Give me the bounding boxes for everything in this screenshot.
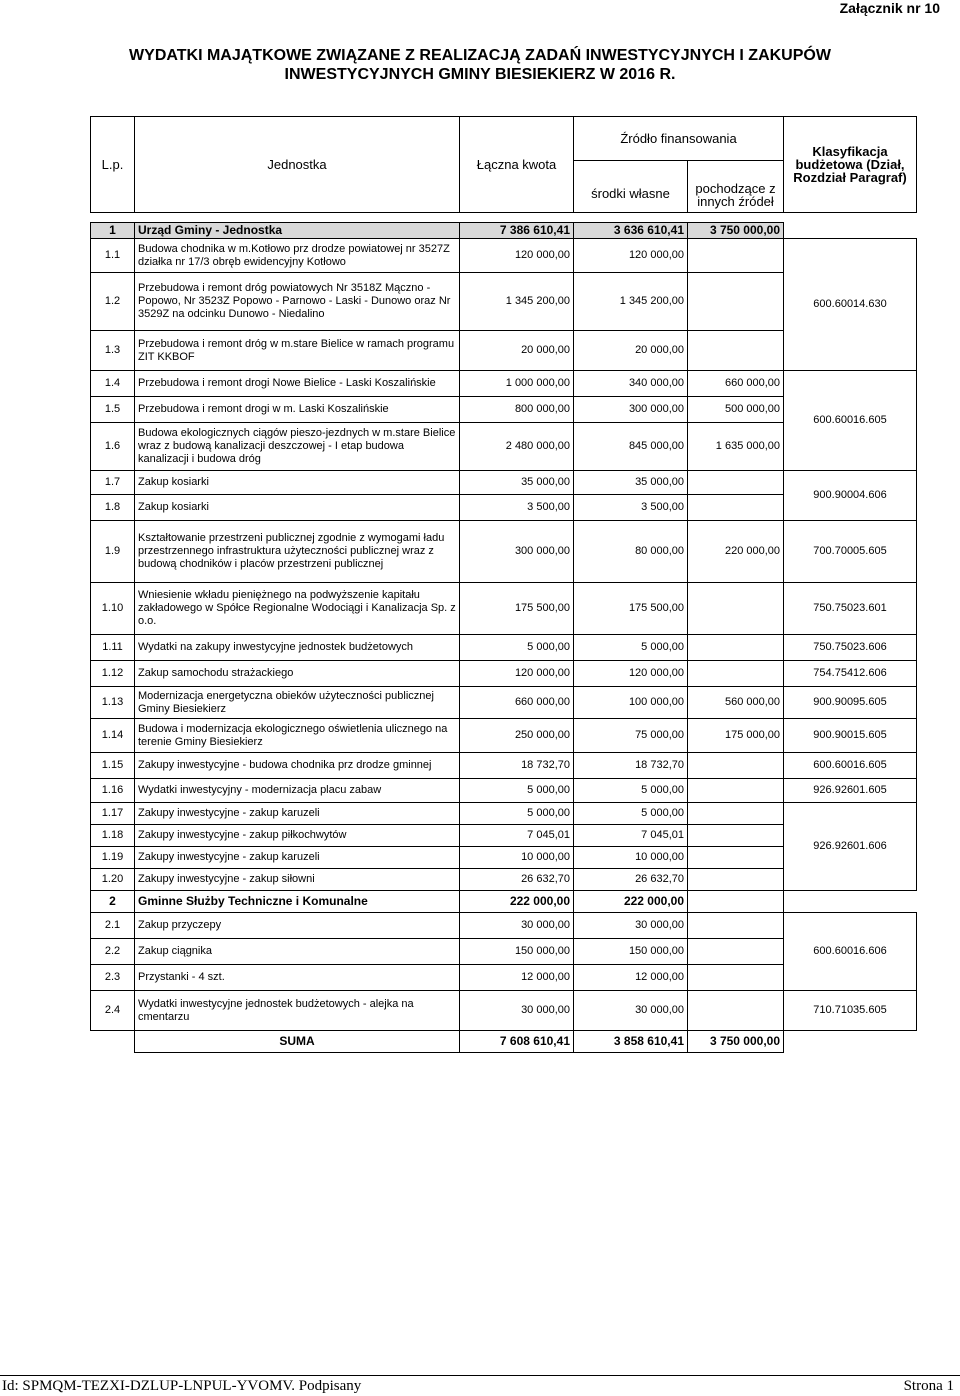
row-own: 3 500,00 xyxy=(574,495,688,521)
row-other xyxy=(688,891,784,913)
row-total: 150 000,00 xyxy=(460,939,574,965)
row-name: Gminne Służby Techniczne i Komunalne xyxy=(135,891,460,913)
row-own: 120 000,00 xyxy=(574,661,688,687)
row-other xyxy=(688,583,784,635)
row-lp: 1.19 xyxy=(91,847,135,869)
row-name: Zakup ciągnika xyxy=(135,939,460,965)
row-own: 120 000,00 xyxy=(574,239,688,273)
row-other xyxy=(688,803,784,825)
row-name: Wydatki inwestycyjne jednostek budżetowych - alejka na cmentarzu xyxy=(135,991,460,1031)
row-other: 3 750 000,00 xyxy=(688,223,784,239)
row-own: 5 000,00 xyxy=(574,635,688,661)
row-other xyxy=(688,239,784,273)
document-title xyxy=(0,46,960,84)
row-other xyxy=(688,635,784,661)
row-lp: 1.1 xyxy=(91,239,135,273)
row-total: 20 000,00 xyxy=(460,331,574,371)
table-row xyxy=(91,661,917,687)
row-name: Wniesienie wkładu pieniężnego na podwyższenie kapitału zakładowego w Spółce Regionalne Wodociągi i Kanalizacja Sp. z o.o. xyxy=(135,583,460,635)
row-lp: 2.4 xyxy=(91,991,135,1031)
row-classification: 600.60016.605 xyxy=(784,753,917,779)
row-name: Budowa i modernizacja ekologicznego oświetlenia ulicznego na terenie Gminy Biesiekierz xyxy=(135,719,460,753)
row-name: Zakup samochodu strażackiego xyxy=(135,661,460,687)
row-own: 1 345 200,00 xyxy=(574,273,688,331)
row-total: 120 000,00 xyxy=(460,661,574,687)
row-name: Zakupy inwestycyjne - zakup karuzeli xyxy=(135,803,460,825)
expenditure-table xyxy=(90,116,917,1053)
row-other xyxy=(688,471,784,495)
row-own: 10 000,00 xyxy=(574,847,688,869)
row-name: Modernizacja energetyczna obieków użyteczności publicznej Gminy Biesiekierz xyxy=(135,687,460,719)
row-total: 5 000,00 xyxy=(460,635,574,661)
row-other: 175 000,00 xyxy=(688,719,784,753)
row-lp: 1.10 xyxy=(91,583,135,635)
row-name: Zakupy inwestycyjne - zakup piłkochwytów xyxy=(135,825,460,847)
header-total: Łączna kwota xyxy=(460,117,574,213)
row-own: 7 045,01 xyxy=(574,825,688,847)
sum-label: SUMA xyxy=(135,1031,460,1053)
table-row xyxy=(91,471,917,495)
row-total: 222 000,00 xyxy=(460,891,574,913)
title-line-1: WYDATKI MAJĄTKOWE ZWIĄZANE Z REALIZACJĄ ZADAŃ INWESTYCYJNYCH I ZAKUPÓW xyxy=(129,47,831,64)
page-number: Strona 1 xyxy=(903,1378,954,1394)
sum-total: 7 608 610,41 xyxy=(460,1031,574,1053)
header-classification: Klasyfikacja budżetowa (Dział, Rozdział Paragraf) xyxy=(784,117,917,213)
row-other xyxy=(688,869,784,891)
row-other xyxy=(688,331,784,371)
row-lp: 2.2 xyxy=(91,939,135,965)
row-lp: 2.1 xyxy=(91,913,135,939)
row-name: Przebudowa i remont dróg powiatowych Nr 3518Z Mączno - Popowo, Nr 3523Z Popowo - Parnowo - Laski - Dunowo oraz Nr 3529Z na odcinku Dunowo - Niedalino xyxy=(135,273,460,331)
page-footer xyxy=(0,1375,960,1394)
row-own: 845 000,00 xyxy=(574,423,688,471)
row-own: 26 632,70 xyxy=(574,869,688,891)
table-row xyxy=(91,779,917,803)
row-other: 560 000,00 xyxy=(688,687,784,719)
table-row xyxy=(91,223,917,239)
row-total: 1 345 200,00 xyxy=(460,273,574,331)
row-name: Budowa chodnika w m.Kotłowo prz drodze powiatowej nr 3527Z działka nr 17/3 obręb ewidencyjny Kotłowo xyxy=(135,239,460,273)
row-total: 660 000,00 xyxy=(460,687,574,719)
row-name: Przebudowa i remont drogi Nowe Bielice - Laski Koszalińskie xyxy=(135,371,460,397)
row-classification: 754.75412.606 xyxy=(784,661,917,687)
row-name: Kształtowanie przestrzeni publicznej zgodnie z wymogami ładu przestrzennego infrastruktura użyteczności publicznej wraz z budową chodników i placów przestrzeni publicznej xyxy=(135,521,460,583)
row-total: 30 000,00 xyxy=(460,991,574,1031)
row-lp: 1.12 xyxy=(91,661,135,687)
row-own: 100 000,00 xyxy=(574,687,688,719)
row-own: 222 000,00 xyxy=(574,891,688,913)
row-own: 3 636 610,41 xyxy=(574,223,688,239)
table-row xyxy=(91,803,917,825)
row-other xyxy=(688,991,784,1031)
row-other: 1 635 000,00 xyxy=(688,423,784,471)
row-classification: 700.70005.605 xyxy=(784,521,917,583)
row-lp: 1.9 xyxy=(91,521,135,583)
row-other: 220 000,00 xyxy=(688,521,784,583)
row-own: 20 000,00 xyxy=(574,331,688,371)
table-row xyxy=(91,521,917,583)
row-lp: 1.3 xyxy=(91,331,135,371)
row-lp: 1.2 xyxy=(91,273,135,331)
row-own: 18 732,70 xyxy=(574,753,688,779)
row-other xyxy=(688,965,784,991)
row-lp: 1.4 xyxy=(91,371,135,397)
row-name: Urząd Gminy - Jednostka xyxy=(135,223,460,239)
table-row xyxy=(91,239,917,273)
row-lp: 1.20 xyxy=(91,869,135,891)
header-own: środki własne xyxy=(574,161,688,213)
header-source: Źródło finansowania xyxy=(574,117,784,161)
row-other: 500 000,00 xyxy=(688,397,784,423)
row-other xyxy=(688,273,784,331)
row-other xyxy=(688,913,784,939)
row-total: 300 000,00 xyxy=(460,521,574,583)
row-lp: 1.13 xyxy=(91,687,135,719)
row-lp: 2 xyxy=(91,891,135,913)
row-lp: 1.5 xyxy=(91,397,135,423)
header-unit: Jednostka xyxy=(135,117,460,213)
row-other xyxy=(688,495,784,521)
row-lp: 1.7 xyxy=(91,471,135,495)
row-name: Wydatki inwestycyjny - modernizacja placu zabaw xyxy=(135,779,460,803)
row-total: 26 632,70 xyxy=(460,869,574,891)
row-total: 30 000,00 xyxy=(460,913,574,939)
row-name: Zakup przyczepy xyxy=(135,913,460,939)
row-name: Zakup kosiarki xyxy=(135,495,460,521)
row-name: Wydatki na zakupy inwestycyjne jednostek budżetowych xyxy=(135,635,460,661)
table-row xyxy=(91,719,917,753)
row-lp: 1 xyxy=(91,223,135,239)
row-own: 300 000,00 xyxy=(574,397,688,423)
row-lp: 1.17 xyxy=(91,803,135,825)
row-total: 5 000,00 xyxy=(460,779,574,803)
row-own: 150 000,00 xyxy=(574,939,688,965)
row-own: 35 000,00 xyxy=(574,471,688,495)
row-name: Przebudowa i remont dróg w m.stare Bielice w ramach programu ZIT KKBOF xyxy=(135,331,460,371)
row-classification: 600.60016.606 xyxy=(784,913,917,991)
table-row xyxy=(91,635,917,661)
row-lp: 1.14 xyxy=(91,719,135,753)
row-lp: 2.3 xyxy=(91,965,135,991)
title-line-2: INWESTYCYJNYCH GMINY BIESIEKIERZ W 2016 R. xyxy=(284,66,676,83)
row-other: 660 000,00 xyxy=(688,371,784,397)
row-own: 30 000,00 xyxy=(574,991,688,1031)
row-total: 250 000,00 xyxy=(460,719,574,753)
row-total: 12 000,00 xyxy=(460,965,574,991)
table-row xyxy=(91,913,917,939)
row-classification: 900.90004.606 xyxy=(784,471,917,521)
row-name: Budowa ekologicznych ciągów pieszo-jezdnych w m.stare Bielice wraz z budową kanalizacji deszczowej - I etap budowa kanalizacji i budowa dróg xyxy=(135,423,460,471)
row-own: 175 500,00 xyxy=(574,583,688,635)
row-lp: 1.8 xyxy=(91,495,135,521)
row-other xyxy=(688,939,784,965)
row-name: Przystanki - 4 szt. xyxy=(135,965,460,991)
row-own: 5 000,00 xyxy=(574,803,688,825)
row-total: 18 732,70 xyxy=(460,753,574,779)
row-own: 12 000,00 xyxy=(574,965,688,991)
row-other xyxy=(688,847,784,869)
row-lp: 1.11 xyxy=(91,635,135,661)
row-own: 340 000,00 xyxy=(574,371,688,397)
attachment-label: Załącznik nr 10 xyxy=(839,0,940,16)
row-total: 7 045,01 xyxy=(460,825,574,847)
row-name: Zakupy inwestycyjne - zakup karuzeli xyxy=(135,847,460,869)
row-name: Zakupy inwestycyjne - zakup siłowni xyxy=(135,869,460,891)
row-total: 3 500,00 xyxy=(460,495,574,521)
sum-other: 3 750 000,00 xyxy=(688,1031,784,1053)
row-total: 120 000,00 xyxy=(460,239,574,273)
row-own: 75 000,00 xyxy=(574,719,688,753)
row-lp: 1.18 xyxy=(91,825,135,847)
row-lp: 1.15 xyxy=(91,753,135,779)
row-own: 5 000,00 xyxy=(574,779,688,803)
header-other: pochodzące z innych źródeł xyxy=(688,161,784,213)
document-id: Id: SPMQM-TEZXI-DZLUP-LNPUL-YVOMV. Podpisany xyxy=(2,1378,362,1394)
row-total: 2 480 000,00 xyxy=(460,423,574,471)
row-classification: 600.60016.605 xyxy=(784,371,917,471)
row-name: Zakup kosiarki xyxy=(135,471,460,495)
row-lp: 1.6 xyxy=(91,423,135,471)
row-total: 10 000,00 xyxy=(460,847,574,869)
row-other xyxy=(688,779,784,803)
row-name: Przebudowa i remont drogi w m. Laski Koszalińskie xyxy=(135,397,460,423)
row-classification: 600.60014.630 xyxy=(784,239,917,371)
row-total: 7 386 610,41 xyxy=(460,223,574,239)
row-total: 35 000,00 xyxy=(460,471,574,495)
row-classification: 710.71035.605 xyxy=(784,991,917,1031)
row-total: 800 000,00 xyxy=(460,397,574,423)
sum-row xyxy=(91,1031,917,1053)
table-row xyxy=(91,891,917,913)
row-own: 80 000,00 xyxy=(574,521,688,583)
row-classification: 900.90095.605 xyxy=(784,687,917,719)
header-lp: L.p. xyxy=(91,117,135,213)
row-own: 30 000,00 xyxy=(574,913,688,939)
table-row xyxy=(91,687,917,719)
row-classification: 750.75023.606 xyxy=(784,635,917,661)
row-other xyxy=(688,661,784,687)
row-total: 5 000,00 xyxy=(460,803,574,825)
row-total: 1 000 000,00 xyxy=(460,371,574,397)
row-classification: 926.92601.606 xyxy=(784,803,917,891)
row-classification: 750.75023.601 xyxy=(784,583,917,635)
table-row xyxy=(91,753,917,779)
row-lp: 1.16 xyxy=(91,779,135,803)
table-row xyxy=(91,583,917,635)
table-row xyxy=(91,991,917,1031)
sum-own: 3 858 610,41 xyxy=(574,1031,688,1053)
row-classification: 926.92601.605 xyxy=(784,779,917,803)
row-classification: 900.90015.605 xyxy=(784,719,917,753)
row-other xyxy=(688,753,784,779)
row-name: Zakupy inwestycyjne - budowa chodnika prz drodze gminnej xyxy=(135,753,460,779)
row-other xyxy=(688,825,784,847)
row-total: 175 500,00 xyxy=(460,583,574,635)
table-row xyxy=(91,371,917,397)
